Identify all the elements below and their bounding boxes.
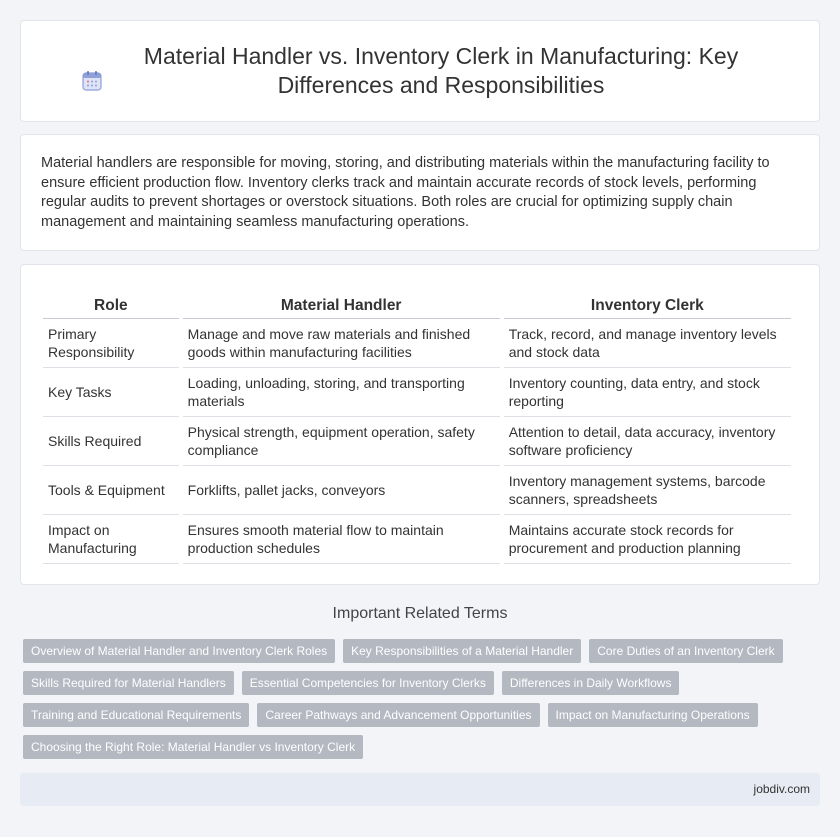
column-header-material-handler: Material Handler <box>183 295 500 319</box>
related-term-tag[interactable]: Overview of Material Handler and Inventory Clerk Roles <box>23 639 335 663</box>
related-term-tag[interactable]: Training and Educational Requirements <box>23 703 249 727</box>
table-row <box>43 466 791 515</box>
related-term-tag[interactable]: Key Responsibilities of a Material Handler <box>343 639 581 663</box>
table-row <box>43 368 791 417</box>
related-term-tag[interactable]: Essential Competencies for Inventory Clerks <box>242 671 494 695</box>
table-header-row <box>43 295 791 319</box>
title-wrap <box>80 42 760 100</box>
table-cell-inventory-clerk: Attention to detail, data accuracy, inventory software proficiency <box>504 417 791 466</box>
table-row <box>43 319 791 368</box>
related-term-tag[interactable]: Career Pathways and Advancement Opportunities <box>257 703 539 727</box>
related-term-tag[interactable]: Core Duties of an Inventory Clerk <box>589 639 782 663</box>
table-cell-role: Impact on Manufacturing <box>43 515 179 564</box>
footer-site-link[interactable]: jobdiv.com <box>753 782 810 796</box>
table-cell-inventory-clerk: Inventory counting, data entry, and stock reporting <box>504 368 791 417</box>
column-header-role: Role <box>43 295 179 319</box>
related-terms-list <box>23 639 813 759</box>
table-cell-material-handler: Loading, unloading, storing, and transporting materials <box>183 368 500 417</box>
related-term-tag[interactable]: Impact on Manufacturing Operations <box>548 703 758 727</box>
table-cell-material-handler: Ensures smooth material flow to maintain production schedules <box>183 515 500 564</box>
table-cell-material-handler: Forklifts, pallet jacks, conveyors <box>183 466 500 515</box>
header-card <box>20 20 820 122</box>
table-cell-inventory-clerk: Inventory management systems, barcode scanners, spreadsheets <box>504 466 791 515</box>
comparison-table <box>39 295 795 564</box>
related-terms-title: Important Related Terms <box>332 605 508 622</box>
footer <box>20 773 820 806</box>
related-term-tag[interactable]: Skills Required for Material Handlers <box>23 671 234 695</box>
related-term-tag[interactable]: Differences in Daily Workflows <box>502 671 680 695</box>
table-cell-role: Primary Responsibility <box>43 319 179 368</box>
column-header-inventory-clerk: Inventory Clerk <box>504 295 791 319</box>
table-cell-material-handler: Physical strength, equipment operation, safety compliance <box>183 417 500 466</box>
calendar-icon <box>80 69 104 93</box>
page-title: Material Handler vs. Inventory Clerk in Manufacturing: Key Differences and Responsibilities <box>143 43 739 98</box>
table-cell-role: Skills Required <box>43 417 179 466</box>
table-cell-material-handler: Manage and move raw materials and finished goods within manufacturing facilities <box>183 319 500 368</box>
table-cell-inventory-clerk: Track, record, and manage inventory levels and stock data <box>504 319 791 368</box>
table-row <box>43 417 791 466</box>
table-cell-role: Tools & Equipment <box>43 466 179 515</box>
related-term-tag[interactable]: Choosing the Right Role: Material Handler vs Inventory Clerk <box>23 735 363 759</box>
intro-card <box>20 134 820 251</box>
table-cell-inventory-clerk: Maintains accurate stock records for procurement and production planning <box>504 515 791 564</box>
intro-text: Material handlers are responsible for moving, storing, and distributing materials within the manufacturing facility to ensure efficient production flow. Inventory clerks track and maintain accurate records of stock levels, performing regular audits to prevent shortages or overstock situations. Both roles are crucial for optimizing supply chain management and maintaining seamless manufacturing operations. <box>41 155 770 230</box>
table-row <box>43 515 791 564</box>
table-cell-role: Key Tasks <box>43 368 179 417</box>
comparison-card <box>20 264 820 585</box>
